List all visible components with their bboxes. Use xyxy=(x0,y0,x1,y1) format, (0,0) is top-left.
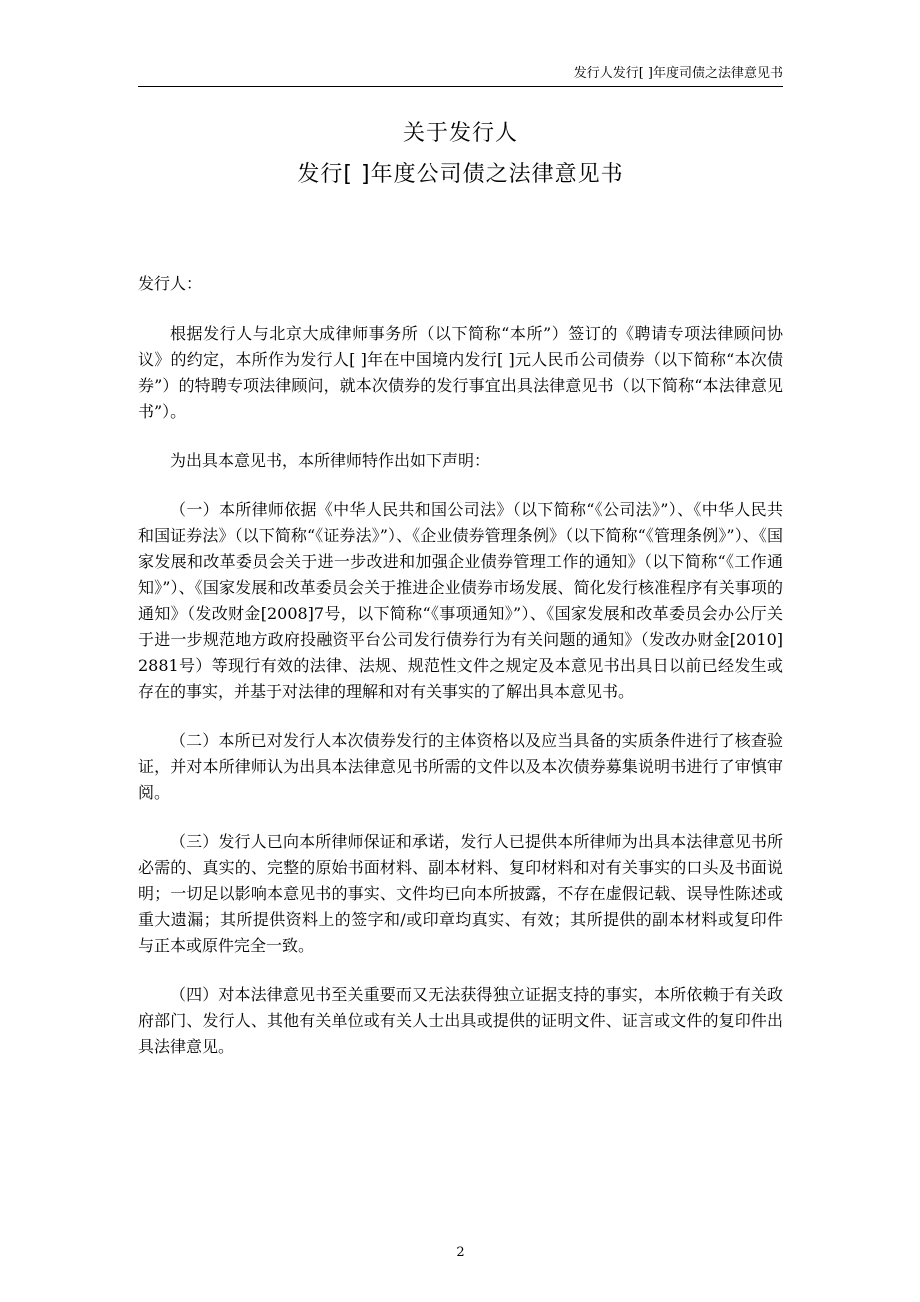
page-header xyxy=(138,58,783,87)
paragraph-statement-1: （一）本所律师依据《中华人民共和国公司法》（以下简称“《公司法》”）、《中华人民共和国证券法》（以下简称“《证券法》”）、《企业债券管理条例》（以下简称“《管理条例》”）、《国家发展和改革委员会关于进一步改进和加强企业债券管理工作的通知》（以下简称“《工作通知》”）、《国家发展和改革委员会关于推进企业债券市场发展、简化发行核准程序有关事项的通知》（发改财金[2008]7号，以下简称“《事项通知》”）、《国家发展和改革委员会办公厅关于进一步规范地方政府投融资平台公司发行债券行为有关问题的通知》（发改办财金[2010]2881号）等现行有效的法律、法规、规范性文件之规定及本意见书出具日以前已经发生或存在的事实，并基于对法律的理解和对有关事实的了解出具本意见书。 xyxy=(138,500,783,701)
paragraph-statement-3: （三）发行人已向本所律师保证和承诺，发行人已提供本所律师为出具本法律意见书所必需的、真实的、完整的原始书面材料、副本材料、复印材料和对有关事实的口头及书面说明；一切足以影响本意见书的事实、文件均已向本所披露，不存在虚假记载、误导性陈述或重大遗漏；其所提供资料上的签字和/或印章均真实、有效；其所提供的副本材料或复印件与正本或原件完全一致。 xyxy=(138,832,783,955)
paragraph-statement-2: （二）本所已对发行人本次债券发行的主体资格以及应当具备的实质条件进行了核查验证，并对本所律师认为出具本法律意见书所需的文件以及本次债券募集说明书进行了审慎审阅。 xyxy=(138,731,783,802)
addressee: 发行人： xyxy=(138,274,203,293)
document-title-line-2: 发行[ ]年度公司债之法律意见书 xyxy=(297,162,624,187)
document-title-line-1: 关于发行人 xyxy=(402,121,518,146)
paragraph-statement-4: （四）对本法律意见书至关重要而又无法获得独立证据支持的事实，本所依赖于有关政府部门、发行人、其他有关单位或有关人士出具或提供的证明文件、证言或文件的复印件出具法律意见。 xyxy=(138,985,783,1056)
page-number: 2 xyxy=(456,1245,465,1260)
paragraph-declaration-lead: 为出具本意见书，本所律师特作出如下声明： xyxy=(170,451,491,470)
header-text: 发行人发行[ ]年度司债之法律意见书 xyxy=(573,66,783,81)
document-body xyxy=(138,271,783,1083)
paragraph-intro: 根据发行人与北京大成律师事务所（以下简称“本所”）签订的《聘请专项法律顾问协议》的约定，本所作为发行人[ ]年在中国境内发行[ ]元人民币公司债券（以下简称“本次债券”）的特聘专项法律顾问，就本次债券的发行事宜出具法律意见书（以下简称“本法律意见书”）。 xyxy=(138,324,783,421)
